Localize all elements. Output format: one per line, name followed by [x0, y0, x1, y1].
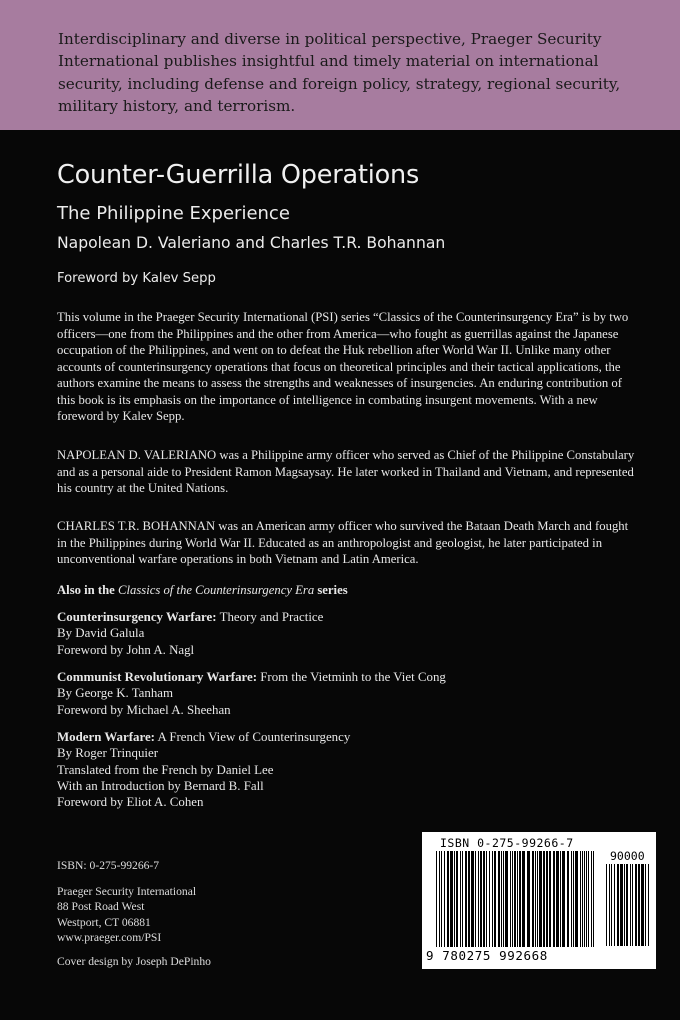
publisher-city: Westport, CT 06881 — [57, 915, 151, 929]
publisher-name: Praeger Security International — [57, 885, 197, 898]
series-book-title: Communist Revolutionary Warfare: — [57, 670, 258, 684]
barcode-ean-digits: 9 780275 992668 — [426, 948, 548, 963]
series-book-title: Modern Warfare: — [57, 730, 155, 744]
barcode-price-code: 90000 — [610, 849, 645, 863]
publisher-address — [57, 884, 196, 945]
cover-design-credit: Cover design by Joseph DePinho — [57, 955, 211, 968]
foreword-credit: Foreword by Kalev Sepp — [57, 271, 216, 286]
series-book-subtitle: Theory and Practice — [216, 610, 324, 624]
series-book — [57, 669, 617, 718]
book-title: Counter-Guerrilla Operations — [57, 160, 420, 190]
barcode-bars — [436, 851, 596, 949]
barcode — [422, 832, 656, 969]
isbn-number: ISBN: 0-275-99266-7 — [57, 859, 160, 872]
series-book-introduction: With an Introduction by Bernard B. Fall — [57, 778, 264, 793]
series-book-author: By David Galula — [57, 626, 145, 641]
author-bio-bohannan: CHARLES T.R. BOHANNAN was an American army officer who survived the Bataan Death March and fought in the Philippines during World War II. Educated as an anthropologist and geologist, he later participated in unconventional warfare operations in both Vietnam and Latin America. — [57, 519, 629, 566]
series-book-foreword: Foreword by John A. Nagl — [57, 642, 195, 657]
series-book-author: By Roger Trinquier — [57, 746, 158, 761]
series-name: Classics of the Counterinsurgency Era — [117, 583, 315, 597]
series-book-foreword: Foreword by Michael A. Sheehan — [57, 702, 231, 717]
book-subtitle: The Philippine Experience — [57, 203, 290, 224]
book-description: This volume in the Praeger Security International (PSI) series “Classics of the Counterinsurgency Era” is by two officers—one from the Philippines and the other from America—who fought as guerrillas against the Japanese occupation of the Philippines, and went on to defeat the Huk rebellion after World War II. Unlike many other accounts of counterinsurgency operations that focus on theoretical principles and their tactical applications, the authors examine the means to assess the strengths and weaknesses of insurgencies. An enduring contribution of this book is its emphasis on the importance of intelligence in combating insurgent movements. With a new foreword by Kalev Sepp. — [57, 310, 629, 423]
also-prefix: Also in the — [57, 583, 118, 597]
series-book-foreword: Foreword by Eliot A. Cohen — [57, 795, 204, 810]
series-book-subtitle: From the Vietminh to the Viet Cong — [257, 670, 446, 684]
author-bio-valeriano: NAPOLEAN D. VALERIANO was a Philippine army officer who served as Chief of the Philippine Constabulary and as a personal aide to President Ramon Magsaysay. He later worked in Thailand and Vietnam, and represented his country at the United Nations. — [57, 448, 635, 495]
also-in-series-heading — [57, 583, 348, 598]
series-book-subtitle: A French View of Counterinsurgency — [154, 730, 351, 744]
book-authors: Napolean D. Valeriano and Charles T.R. Bohannan — [57, 234, 446, 252]
series-book — [57, 729, 617, 810]
series-book-translator: Translated from the French by Daniel Lee — [57, 762, 274, 777]
series-description: Interdisciplinary and diverse in political perspective, Praeger Security International publishes insightful and timely material on international security, including defense and foreign policy, strategy, regional security, military history, and terrorism. — [58, 30, 621, 115]
also-suffix: series — [314, 583, 348, 597]
series-book-title: Counterinsurgency Warfare: — [57, 610, 217, 624]
barcode-isbn-label: ISBN 0-275-99266-7 — [440, 836, 574, 850]
publisher-url: www.praeger.com/PSI — [57, 930, 162, 944]
barcode-addon-bars — [606, 864, 652, 948]
series-banner — [0, 0, 680, 130]
series-book-author: By George K. Tanham — [57, 686, 174, 701]
publisher-street: 88 Post Road West — [57, 900, 145, 914]
series-book — [57, 609, 617, 658]
